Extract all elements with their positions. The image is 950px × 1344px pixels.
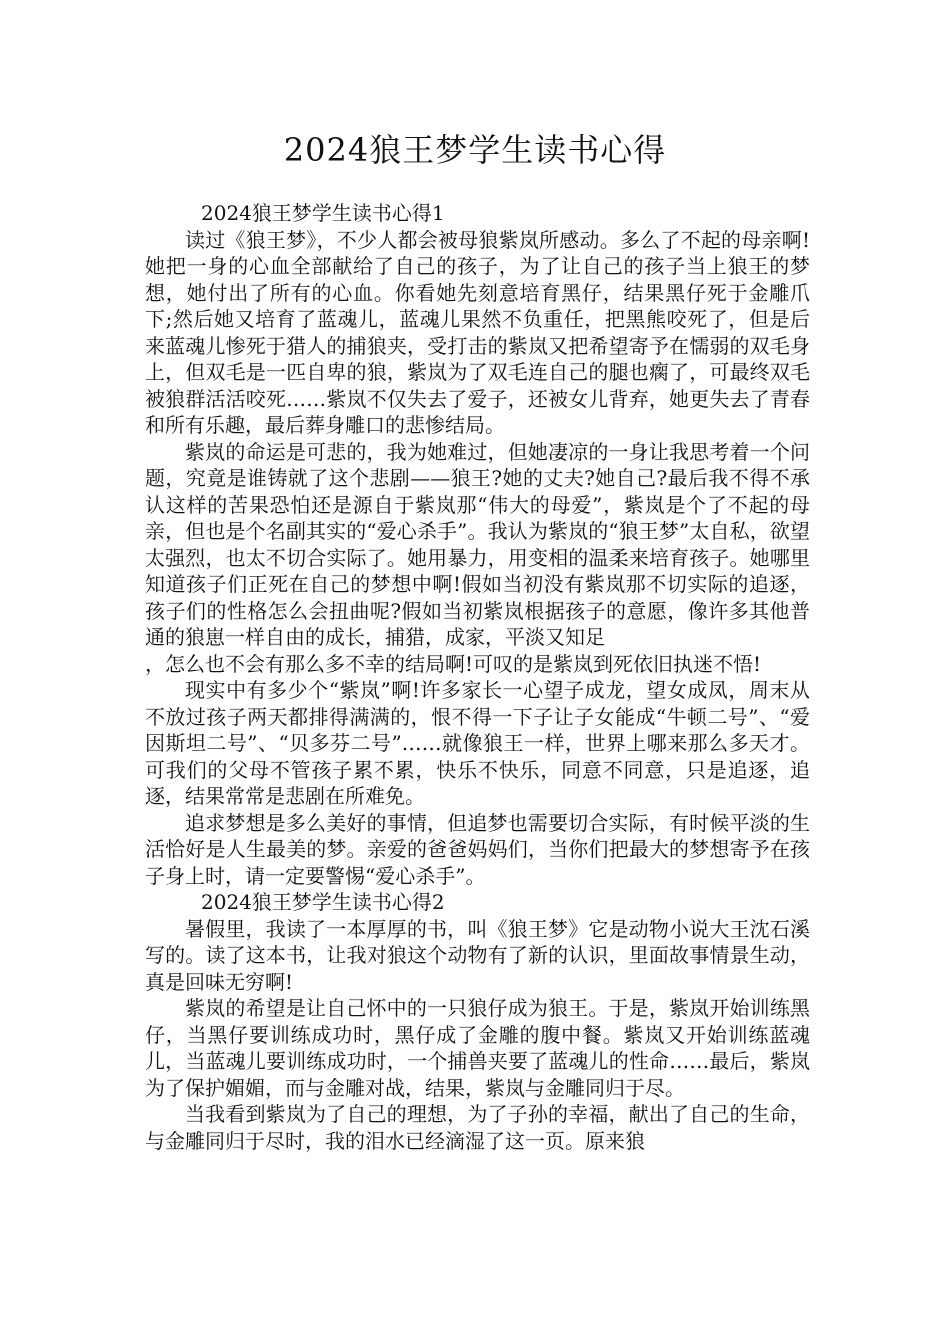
document-title: 2024狼王梦学生读书心得: [283, 131, 667, 169]
document-body: [145, 200, 810, 1154]
paragraph: 紫岚的命运是可悲的，我为她难过，但她凄凉的一身让我思考着一个问题，究竟是谁铸就了这个悲剧——狼王?她的丈夫?她自己?最后我不得不承认这样的苦果恐怕还是源自于紫岚那“伟大的母爱”，紫岚是个了不起的母亲，但也是个名副其实的“爱心杀手”。我认为紫岚的“狼王梦”太自私，欲望太强烈，也太不切合实际了。她用暴力，用变相的温柔来培育孩子。她哪里知道孩子们正死在自己的梦想中啊!假如当初没有紫岚那不切实际的追逐，孩子们的性格怎么会扭曲呢?假如当初紫岚根据孩子的意愿，像许多其他普通的狼崽一样自由的成长，捕猎，成家，平淡又知足: [145, 439, 810, 649]
paragraph: 暑假里，我读了一本厚厚的书，叫《狼王梦》它是动物小说大王沈石溪写的。读了这本书，让我对狼这个动物有了新的认识，里面故事情景生动，真是回味无穷啊!: [145, 916, 810, 994]
paragraph: 追求梦想是多么美好的事情，但追梦也需要切合实际，有时候平淡的生活恰好是人生最美的梦。亲爱的爸爸妈妈们，当你们把最大的梦想寄予在孩子身上时，请一定要警惕“爱心杀手”。: [145, 810, 810, 888]
section-heading-1: 2024狼王梦学生读书心得1: [201, 201, 445, 225]
paragraph: 当我看到紫岚为了自己的理想，为了子孙的幸福，献出了自己的生命，与金雕同归于尽时，我的泪水已经滴湿了这一页。原来狼: [145, 1102, 810, 1153]
paragraph: 读过《狼王梦》，不少人都会被母狼紫岚所感动。多么了不起的母亲啊!她把一身的心血全部献给了自己的孩子，为了让自己的孩子当上狼王的梦想，她付出了所有的心血。你看她先刻意培育黑仔，结果黑仔死于金雕爪下;然后她又培育了蓝魂儿，蓝魂儿果然不负重任，把黑熊咬死了，但是后来蓝魂儿惨死于猎人的捕狼夹，受打击的紫岚又把希望寄予在懦弱的双毛身上，但双毛是一匹自卑的狼，紫岚为了双毛连自己的腿也瘸了，可最终双毛被狼群活活咬死……紫岚不仅失去了爱子，还被女儿背弃，她更失去了青春和所有乐趣，最后葬身雕口的悲惨结局。: [145, 227, 810, 437]
paragraph: ，怎么也不会有那么多不幸的结局啊!可叹的是紫岚到死依旧执迷不悟!: [145, 651, 762, 676]
section-heading-2: 2024狼王梦学生读书心得2: [201, 890, 445, 914]
paragraph: 现实中有多少个“紫岚”啊!许多家长一心望子成龙，望女成凤，周末从不放过孩子两天都排得满满的，恨不得一下子让子女能成“牛顿二号”、“爱因斯坦二号”、“贝多芬二号”……就像狼王一样，世界上哪来那么多天才。可我们的父母不管孩子累不累，快乐不快乐，同意不同意，只是追逐，追逐，结果常常是悲剧在所难免。: [145, 678, 810, 808]
paragraph: 紫岚的希望是让自己怀中的一只狼仔成为狼王。于是，紫岚开始训练黑仔，当黑仔要训练成功时，黑仔成了金雕的腹中餐。紫岚又开始训练蓝魂儿，当蓝魂儿要训练成功时，一个捕兽夹要了蓝魂儿的性命……最后，紫岚为了保护媚媚，而与金雕对战，结果，紫岚与金雕同归于尽。: [145, 996, 810, 1100]
